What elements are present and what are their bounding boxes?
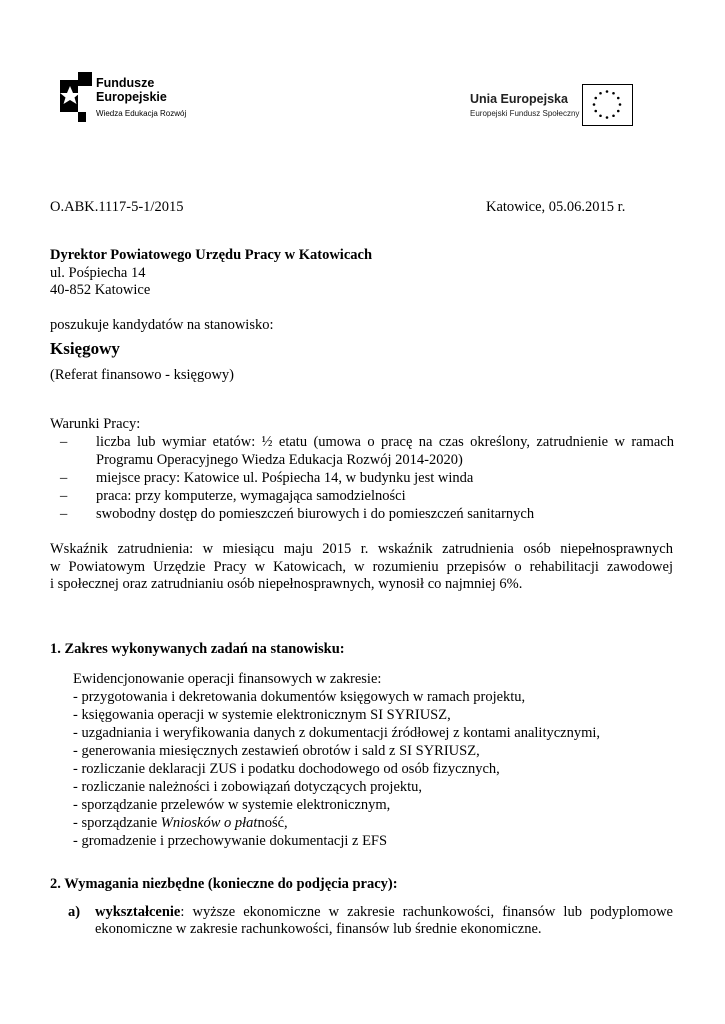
eu-star-icon [606, 116, 609, 119]
task-item: - rozliczanie należności i zobowiązań dotyczących projektu, [73, 779, 423, 795]
employer-name: Dyrektor Powiatowego Urzędu Pracy w Katowicach [50, 247, 373, 263]
position-department: (Referat finansowo - księgowy) [50, 367, 235, 383]
eu-star-icon [606, 90, 609, 93]
requirement-marker-a: a) [68, 904, 81, 920]
indicator-line-3: i społecznej oraz zatrudnianiu osób niepełnosprawnych, wynosił co najmniej 6%. [50, 576, 523, 592]
eu-star-icon [593, 103, 596, 106]
employer-street: ul. Pośpiecha 14 [50, 265, 146, 281]
fundusze-europejskie-logo [60, 72, 210, 128]
task-item: - generowania miesięcznych zestawień obrotów i sald z SI SYRIUSZ, [73, 743, 480, 759]
logo-fe-line1: Fundusze [96, 76, 155, 90]
conditions-heading: Warunki Pracy: [50, 416, 141, 432]
section1-intro: Ewidencjonowanie operacji finansowych w zakresie: [73, 671, 382, 687]
intro-text: poszukuje kandydatów na stanowisko: [50, 317, 274, 333]
condition-item: – praca: przy komputerze, wymagająca samodzielności [60, 488, 406, 504]
task-item: - uzgadniania i weryfikowania danych z dokumentacji źródłowej z kontami analitycznymi, [73, 725, 601, 741]
position-title: Księgowy [50, 339, 120, 358]
task-item: - przygotowania i dekretowania dokumentów księgowych w ramach projektu, [73, 689, 526, 705]
place-and-date: Katowice, 05.06.2015 r. [486, 199, 626, 215]
eu-star-icon [599, 92, 602, 95]
eu-star-icon [619, 103, 622, 106]
eu-star-icon [594, 97, 597, 100]
logo-fe-line2: Europejskie [96, 90, 167, 104]
task-item: - rozliczanie deklaracji ZUS i podatku dochodowego od osób fizycznych, [73, 761, 500, 777]
employer-city: 40-852 Katowice [50, 282, 151, 298]
eu-star-icon [594, 110, 597, 113]
logo-ue-line1: Unia Europejska [470, 92, 568, 106]
task-item: - sporządzanie przelewów w systemie elektronicznym, [73, 797, 391, 813]
task-item: - gromadzenie i przechowywanie dokumentacji z EFS [73, 833, 388, 849]
indicator-line-2: w Powiatowym Urzędzie Pracy w Katowicach, w rozumieniu przepisów o rehabilitacji zawodowej [50, 559, 673, 575]
task-item-wnioski: - sporządzanie Wniosków o płatność, [73, 815, 288, 831]
eu-star-icon [617, 110, 620, 113]
condition-item: – swobodny dostęp do pomieszczeń biurowych i do pomieszczeń sanitarnych [60, 506, 535, 522]
indicator-line-1: Wskaźnik zatrudnienia: w miesiącu maju 2015 r. wskaźnik zatrudnienia osób niepełnosprawnych [50, 541, 673, 557]
fundusze-europejskie-star-icon [60, 72, 94, 122]
task-item: - księgowania operacji w systemie elektronicznym SI SYRIUSZ, [73, 707, 451, 723]
unia-europejska-logo [470, 80, 635, 130]
condition-item: – miejsce pracy: Katowice ul. Pośpiecha 14, w budynku jest winda [60, 470, 474, 486]
logo-fe-line3: Wiedza Edukacja Rozwój [96, 109, 187, 118]
logo-ue-line2: Europejski Fundusz Społeczny [470, 109, 580, 118]
section1-heading: 1. Zakres wykonywanych zadań na stanowisku: [50, 641, 345, 657]
section2-heading: 2. Wymagania niezbędne (konieczne do podjęcia pracy): [50, 876, 398, 892]
requirement-a-line-1: wykształcenie: wyższe ekonomiczne w zakresie rachunkowości, finansów lub podyplomowe [95, 904, 673, 920]
eu-flag-icon [582, 84, 633, 126]
requirement-a-line-2: ekonomiczne w zakresie rachunkowości, finansów lub średnie ekonomiczne. [95, 921, 542, 937]
condition-item: – liczba lub wymiar etatów: ½ etatu (umowa o pracę na czas określony, zatrudnienie w ramach Programu Operacyjnego Wiedza Edukacja Rozwój 2014-2020) [60, 434, 674, 468]
eu-star-icon [612, 114, 615, 117]
eu-star-icon [617, 97, 620, 100]
eu-star-icon [612, 92, 615, 95]
eu-star-icon [599, 114, 602, 117]
reference-number: O.ABK.1117-5-1/2015 [50, 199, 184, 215]
